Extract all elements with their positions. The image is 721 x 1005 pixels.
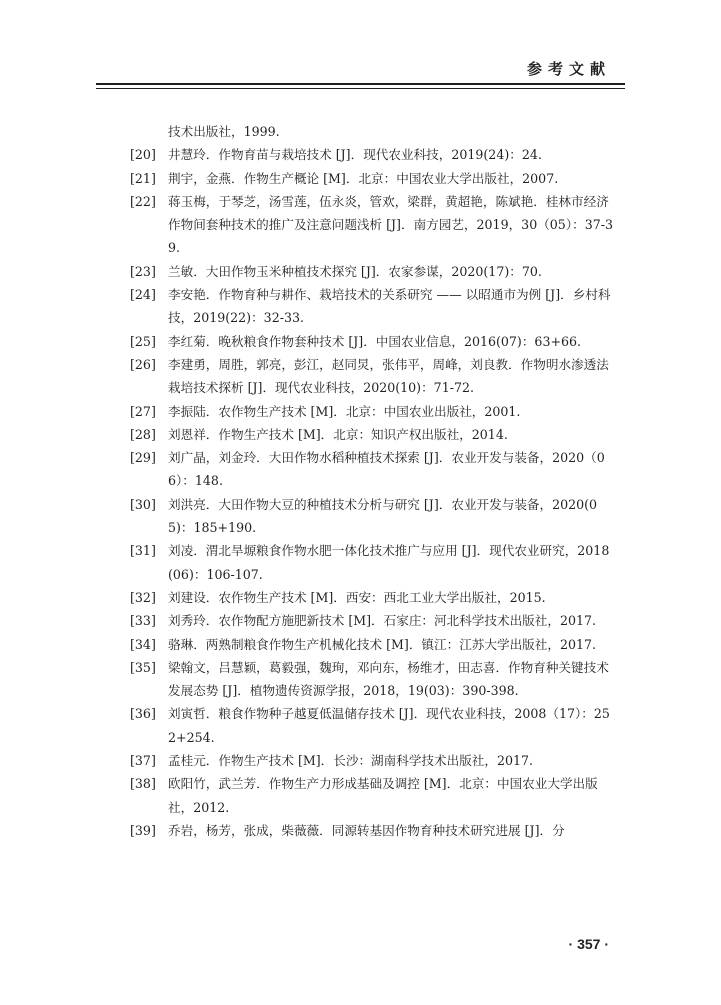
reference-text: 蒋玉梅，于琴芝，汤雪莲，伍永炎，管欢，梁群，黄超艳，陈斌艳．桂林市经济作物间套种技术的推广及注意问题浅析 [J]．南方园艺，2019，30（05）：37-39. [168, 193, 614, 256]
reference-item [130, 400, 617, 423]
reference-item [130, 819, 617, 842]
reference-text: 李建勇，周胜，郭亮，彭江，赵同炅，张伟平，周峰，刘良教．作物明水渗透法栽培技术探析 [J]．现代农业科技，2020(10)：71-72. [168, 356, 609, 396]
reference-text: 荆宇，金燕．作物生产概论 [M]．北京：中国农业大学出版社，2007. [168, 170, 559, 186]
reference-item [130, 353, 617, 400]
reference-text: 欧阳竹，武兰芳．作物生产力形成基础及调控 [M]．北京：中国农业大学出版社，2012. [168, 776, 598, 815]
reference-item [130, 143, 617, 166]
reference-number: [39] [130, 822, 156, 838]
reference-text: 乔岩，杨芳，张成，柴薇薇．同源转基因作物育种技术研究进展 [J]．分 [168, 822, 565, 838]
reference-item [130, 633, 617, 656]
reference-number: [26] [130, 356, 156, 372]
reference-number: [27] [130, 403, 156, 419]
page-number: · 357 · [568, 936, 609, 952]
reference-item [130, 190, 617, 260]
reference-number: [28] [130, 426, 156, 442]
reference-text: 兰敏．大田作物玉米种植技术探究 [J]．农家参谋，2020(17)：70. [168, 263, 542, 279]
reference-number: [29] [130, 450, 156, 466]
reference-text: 梁翰文，吕慧颖，葛毅强，魏珣，邓向东，杨维才，田志喜．作物育种关键技术发展态势 [J]．植物遗传资源学报，2018，19(03)：390-398. [168, 659, 609, 699]
reference-number: [20] [130, 147, 156, 163]
reference-item [130, 446, 617, 493]
reference-text: 刘寅哲．粮食作物种子越夏低温储存技术 [J]．现代农业科技，2008（17）：252+254. [168, 706, 610, 745]
header-rule-thick [96, 83, 625, 85]
reference-number: [38] [130, 776, 156, 792]
reference-item [130, 609, 617, 632]
reference-text: 井慧玲．作物育苗与栽培技术 [J]．现代农业科技，2019(24)：24. [168, 147, 542, 163]
reference-item [130, 749, 617, 772]
reference-text: 刘洪亮．大田作物大豆的种植技术分析与研究 [J]．农业开发与装备，2020(05)：185+190. [168, 496, 598, 536]
reference-item [130, 539, 617, 586]
running-header-title: 参考文献 [526, 60, 611, 78]
reference-number: [35] [130, 659, 156, 675]
reference-number: [37] [130, 753, 156, 769]
reference-text: 孟桂元．作物生产技术 [M]．长沙：湖南科学技术出版社，2017. [168, 753, 534, 769]
reference-number: [21] [130, 170, 156, 186]
reference-number: [33] [130, 613, 156, 629]
reference-text: 刘秀玲．农作物配方施肥新技术 [M]．石家庄：河北科学技术出版社，2017. [168, 613, 596, 629]
reference-continuation: 技术出版社，1999. [168, 124, 280, 139]
reference-item [130, 493, 617, 540]
reference-item [130, 260, 617, 283]
reference-text: 刘广晶，刘金玲．大田作物水稻种植技术探索 [J]．农业开发与装备，2020（06）：148. [168, 450, 605, 489]
reference-text: 李安艳．作物育种与耕作、栽培技术的关系研究 —— 以昭通市为例 [J]．乡村科技，2019(22)：32-33. [168, 287, 611, 326]
reference-item [130, 772, 617, 819]
reference-number: [25] [130, 333, 156, 349]
reference-number: [34] [130, 636, 156, 652]
reference-number: [22] [130, 193, 156, 209]
reference-text: 李红菊．晚秋粮食作物套种技术 [J]．中国农业信息，2016(07)：63+66. [168, 333, 582, 349]
header-rule-thin [96, 88, 625, 89]
reference-text: 刘恩祥．作物生产技术 [M]．北京：知识产权出版社，2014. [168, 426, 508, 442]
reference-number: [36] [130, 706, 156, 722]
reference-item [130, 330, 617, 353]
reference-number: [30] [130, 496, 156, 512]
reference-text: 骆琳．两熟制粮食作物生产机械化技术 [M]．镇江：江苏大学出版社，2017. [168, 636, 596, 652]
reference-text: 李振陆．农作物生产技术 [M]．北京：中国农业出版社，2001. [168, 403, 521, 419]
reference-item [130, 702, 617, 749]
reference-list [130, 120, 617, 842]
reference-number: [24] [130, 287, 156, 303]
reference-number: [31] [130, 543, 156, 559]
reference-item [130, 586, 617, 609]
reference-number: [23] [130, 263, 156, 279]
reference-text: 刘凌．渭北旱塬粮食作物水肥一体化技术推广与应用 [J]．现代农业研究，2018(06)：106-107. [168, 543, 610, 582]
reference-text: 刘建设．农作物生产技术 [M]．西安：西北工业大学出版社，2015. [168, 589, 546, 605]
reference-number: [32] [130, 589, 156, 605]
reference-item [130, 656, 617, 703]
reference-item [130, 167, 617, 190]
reference-item [130, 423, 617, 446]
reference-item [130, 283, 617, 330]
